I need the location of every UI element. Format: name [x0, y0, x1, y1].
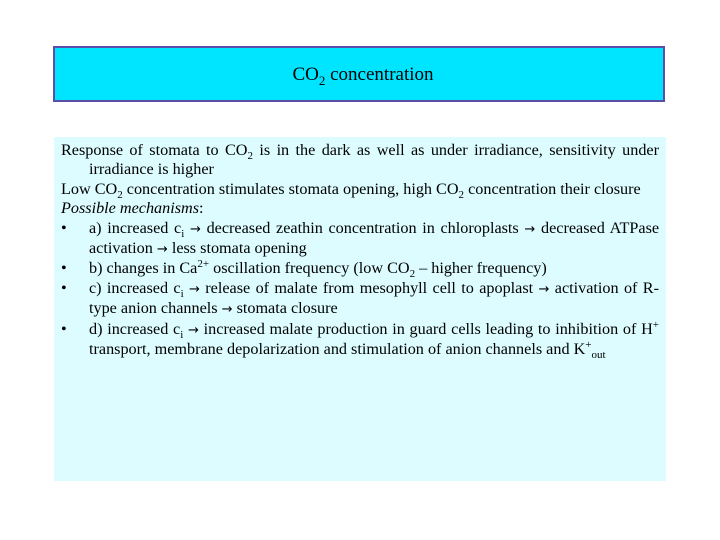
text: – higher frequency) [415, 259, 547, 278]
text: decreased zeathin concentration in chloroplasts [206, 218, 519, 237]
arrow-icon: → [188, 322, 199, 338]
subscript: 2 [409, 268, 416, 281]
text: activation of R-type anion channels [89, 278, 659, 318]
bullet-b [61, 258, 659, 281]
text: Low CO [61, 179, 118, 198]
arrow-icon: → [189, 281, 200, 297]
text: less stomata opening [171, 239, 307, 258]
text: decreased ATPase activation [89, 218, 660, 258]
bullet-icon: • [61, 278, 67, 297]
text: release of malate from mesophyll cell to apoplast [205, 278, 534, 297]
text: a) increased c [89, 218, 182, 237]
superscript: 2+ [197, 258, 210, 271]
title-main: CO [292, 63, 319, 85]
arrow-icon: → [156, 242, 168, 258]
slide-title [292, 63, 434, 88]
bullet-c [61, 279, 659, 320]
subscript: i [180, 287, 184, 300]
subscript: out [591, 349, 606, 362]
mechanisms-heading [61, 199, 659, 218]
text: concentration their closure [464, 179, 641, 198]
text: d) increased c [89, 319, 181, 338]
arrow-icon: → [189, 221, 201, 237]
heading-text: Possible mechanisms [61, 199, 200, 218]
superscript: + [652, 318, 659, 331]
title-rest: concentration [325, 63, 434, 85]
text: transport, membrane depolarization and stimulation of anion channels and K [89, 340, 586, 359]
bullet-a [61, 219, 659, 260]
text: oscillation frequency (low CO [209, 259, 410, 278]
subscript: 2 [247, 150, 253, 162]
text: c) increased c [89, 278, 181, 297]
subscript: i [181, 227, 185, 240]
subscript: 2 [458, 188, 465, 201]
title-box [53, 46, 665, 102]
text: stomata closure [236, 299, 338, 318]
subscript: i [180, 328, 184, 341]
arrow-icon: → [221, 302, 233, 318]
intro-paragraph-2 [61, 180, 659, 199]
subscript: 2 [117, 188, 123, 201]
bullet-icon: • [61, 218, 67, 237]
content-box [54, 137, 666, 481]
text: is in the dark as well as under irradiance, sensitivity under irradiance is higher [89, 141, 659, 179]
text: increased malate production in guard cells leading to inhibition of H [203, 319, 653, 338]
text: Response of stomata to CO [61, 141, 248, 159]
bullet-d [61, 320, 659, 360]
arrow-icon: → [538, 281, 550, 297]
superscript: + [585, 339, 592, 352]
text: concentration stimulates stomata opening, high CO [122, 179, 459, 198]
bullet-icon: • [61, 319, 67, 338]
bullet-icon: • [61, 259, 67, 278]
title-subscript: 2 [318, 72, 326, 88]
arrow-icon: → [524, 221, 536, 237]
intro-paragraph-1 [61, 141, 659, 180]
colon: : [199, 199, 204, 218]
text: b) changes in Ca [89, 259, 198, 278]
